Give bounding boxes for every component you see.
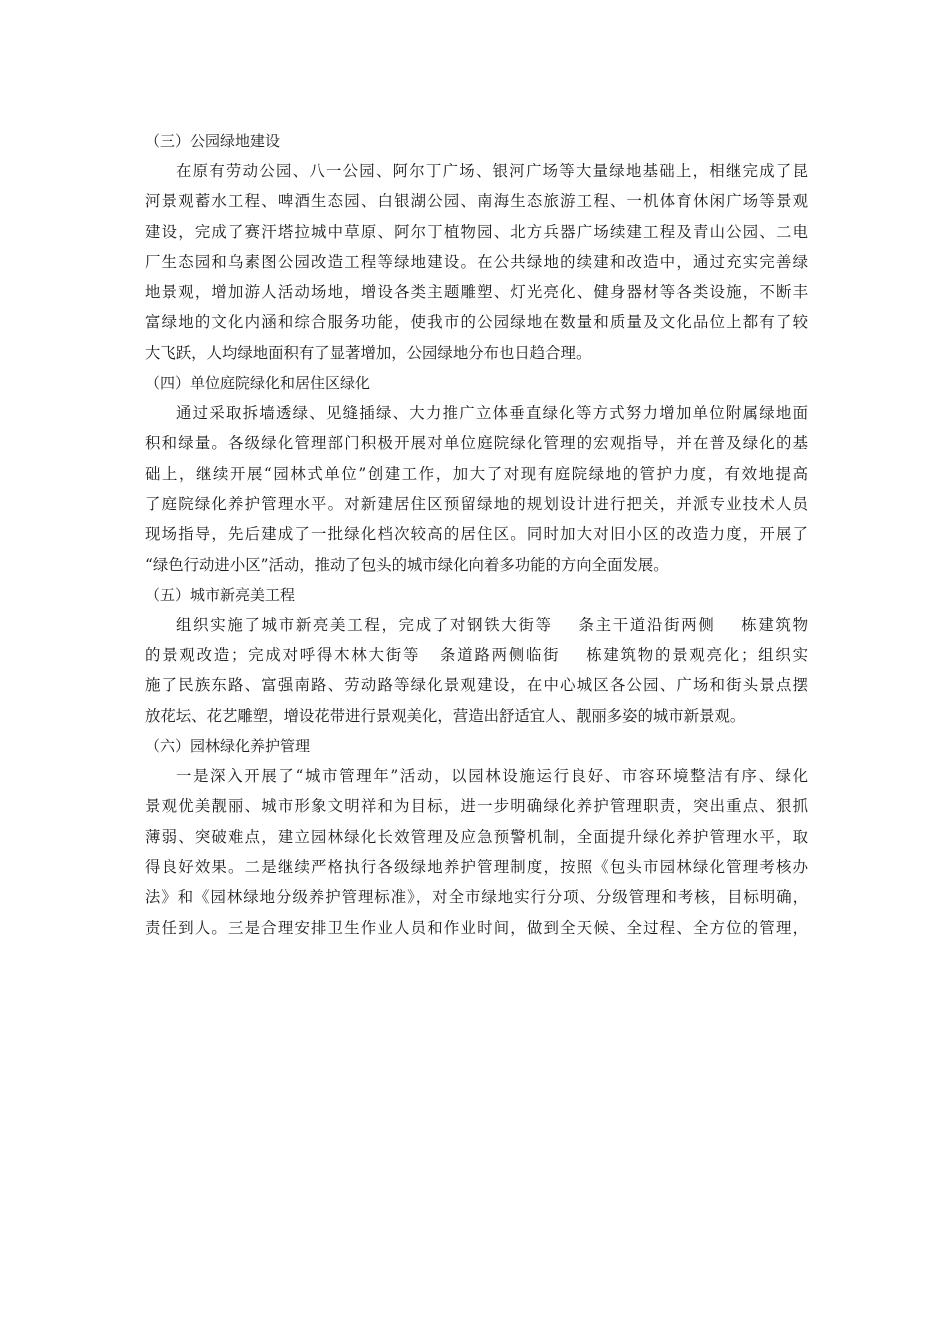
text-fragment: 条道路两侧临街 xyxy=(438,646,561,665)
section-body-4 xyxy=(145,398,808,580)
text-line: 积和绿量。各级绿化管理部门积极开展对单位庭院绿化管理的宏观指导，并在普及绿化的基 xyxy=(145,434,808,453)
text-line: 础上，继续开展“园林式单位”创建工作，加大了对现有庭院绿地的管护力度，有效地提高 xyxy=(145,464,808,483)
section-body-5 xyxy=(145,610,808,731)
text-line: 了庭院绿化养护管理水平。对新建居住区预留绿地的规划设计进行把关，并派专业技术人员 xyxy=(145,494,808,513)
section-body-6 xyxy=(145,761,808,943)
text-line: 责任到人。三是合理安排卫生作业人员和作业时间，做到全天候、全过程、全方位的管理， xyxy=(145,918,808,937)
text-line: 得良好效果。二是继续严格执行各级绿地养护管理制度，按照《包头市园林绿化管理考核办 xyxy=(145,857,808,876)
text-line: 富绿地的文化内涵和综合服务功能，使我市的公园绿地在数量和质量及文化品位上都有了较 xyxy=(145,313,808,332)
text-line: 施了民族东路、富强南路、劳动路等绿化景观建设，在中心城区各公园、广场和街头景点摆 xyxy=(145,676,808,695)
text-fragment: 栋建筑物的景观亮化；组织实 xyxy=(584,646,808,665)
text-line: 河景观蓄水工程、啤酒生态园、白银湖公园、南海生态旅游工程、一机体育休闲广场等景观 xyxy=(145,192,808,211)
section-body-3 xyxy=(145,156,808,368)
text-line: 通过采取拆墙透绿、见缝插绿、大力推广立体垂直绿化等方式努力增加单位附属绿地面 xyxy=(176,404,808,423)
text-line: 现场指导，先后建成了一批绿化档次较高的居住区。同时加大对旧小区的改造力度，开展了 xyxy=(145,525,808,544)
section-heading-5: （五）城市新亮美工程 xyxy=(145,585,296,604)
section-heading-3: （三）公园绿地建设 xyxy=(145,132,281,150)
document-page xyxy=(145,126,808,943)
text-fragment: 组织实施了城市新亮美工程，完成了对钢铁大街等 xyxy=(176,615,553,634)
text-line: 放花坛、花艺雕塑，增设花带进行景观美化，营造出舒适宜人、靓丽多姿的城市新景观。 xyxy=(145,706,746,725)
text-fragment: 栋建筑物 xyxy=(739,615,808,634)
text-line-with-blanks xyxy=(145,610,808,640)
text-fragment: 条主干道沿街两侧 xyxy=(576,615,716,634)
section-heading-4: （四）单位庭院绿化和居住区绿化 xyxy=(145,374,371,393)
text-line: 大飞跃，人均绿地面积有了显著增加，公园绿地分布也日趋合理。 xyxy=(145,343,592,362)
text-line: 景观优美靓丽、城市形象文明祥和为目标，进一步明确绿化养护管理职责，突出重点、狠抓 xyxy=(145,797,808,816)
text-line: “绿色行动进小区”活动，推动了包头的城市绿化向着多功能的方向全面发展。 xyxy=(145,555,669,574)
text-line: 地景观，增加游人活动场地，增设各类主题雕塑、灯光亮化、健身器材等各类设施，不断丰 xyxy=(145,283,808,302)
text-line: 建设，完成了赛汗塔拉城中草原、阿尔丁植物园、北方兵器广场续建工程及青山公园、二电 xyxy=(145,222,808,241)
section-heading-6: （六）园林绿化养护管理 xyxy=(145,737,311,756)
text-line: 法》和《园林绿地分级养护管理标准》，对全市绿地实行分项、分级管理和考核，目标明确， xyxy=(145,888,808,907)
text-line: 在原有劳动公园、八一公园、阿尔丁广场、银河广场等大量绿地基础上，相继完成了昆 xyxy=(176,162,808,180)
text-line-with-blanks xyxy=(145,640,808,670)
text-fragment: 的景观改造；完成对呼得木林大街等 xyxy=(145,646,421,665)
text-line: 一是深入开展了“城市管理年”活动，以园林设施运行良好、市容环境整洁有序、绿化 xyxy=(176,767,808,786)
text-line: 薄弱、突破难点，建立园林绿化长效管理及应急预警机制，全面提升绿化养护管理水平，取 xyxy=(145,827,808,846)
text-line: 厂生态园和乌素图公园改造工程等绿地建设。在公共绿地的续建和改造中，通过充实完善绿 xyxy=(145,252,808,271)
